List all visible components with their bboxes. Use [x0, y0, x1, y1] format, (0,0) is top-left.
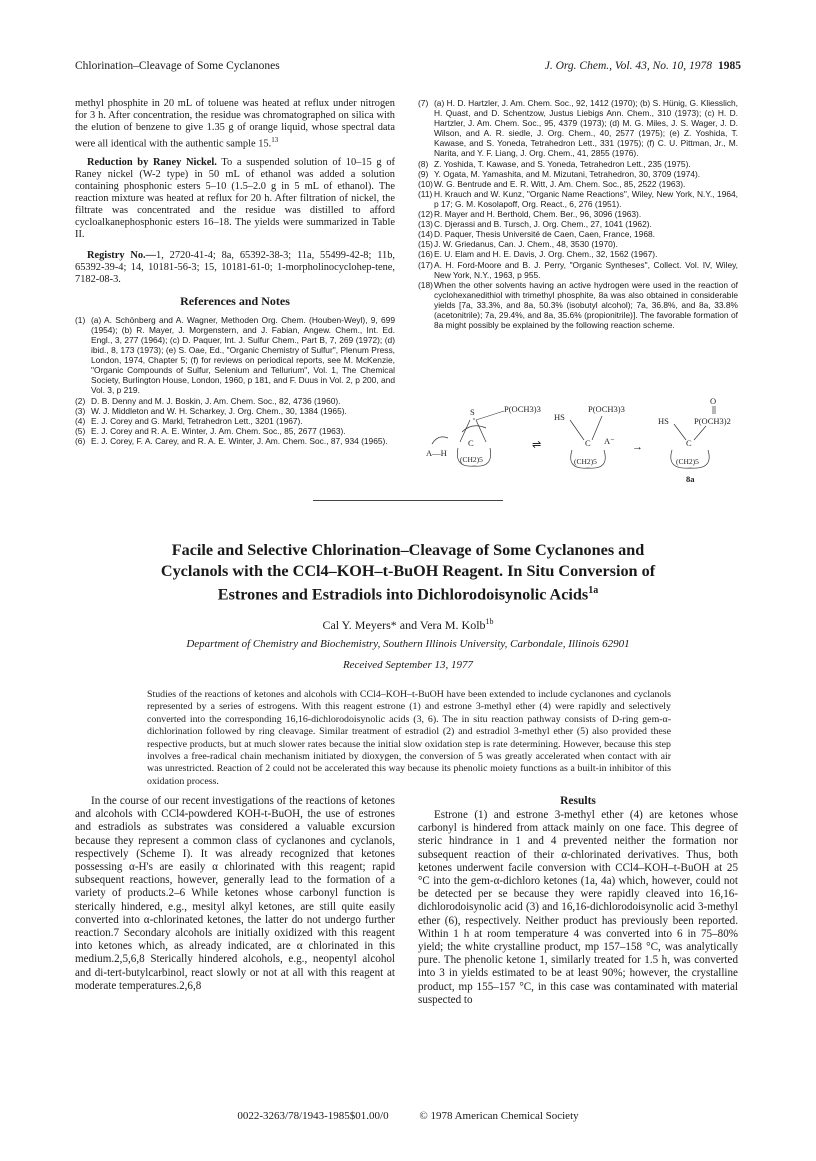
reference-text: J. W. Griedanus, Can. J. Chem., 48, 3530 (1970). — [434, 239, 618, 250]
scheme-arrow-2: → — [632, 441, 643, 453]
article-separator-rule — [313, 500, 503, 501]
reference-number: (11) — [418, 188, 433, 199]
raney-heading: Reduction by Raney Nickel. — [87, 156, 217, 168]
reference-number: (17) — [418, 259, 433, 270]
page-footer — [75, 1110, 741, 1122]
results-paragraph: Estrone (1) and estrone 3-methyl ether (4) are ketones whose carbonyl is hindered from attack mainly on one face. This degree of steric hindrance in 1 and 4 prevented neither the formation nor subsequent reaction of their α-chlorinated derivatives. Thus, both ketones underwent facile conversion with CCl4–KOH–t-BuOH at 25 °C into the gem-α-dichloro ketones (1a, 4a) which, however, could not be detected per se because they were rapidly cleaved into 16,16-dichlorodoisynolic acid (3) and 16,16-dichlorodoisynolic acid 3-methyl ether (6), respectively. Neither product has previously been reported. Within 1 h at room temperature 4 was converted into 6 in 75–80% yield; the white crystalline product, mp 157–158 °C, was analytically pure. The phenolic ketone 1, similarly treated for 1.5 h, was converted into 3 in yields estimated to be at least 90%; however, the crystalline product, mp 155–157 °C, in this case was contaminated with material suspected to — [418, 809, 738, 1006]
scheme-p-och3-plus: P(OCH3)3 — [588, 404, 625, 414]
footer-copyright: © 1978 American Chemical Society — [419, 1110, 579, 1122]
left-column — [75, 98, 395, 446]
reference-text: R. Mayer and H. Berthold, Chem. Ber., 96, 3096 (1963). — [434, 209, 642, 220]
svg-text:C: C — [468, 438, 474, 448]
reference-text: (a) H. D. Hartzler, J. Am. Chem. Soc., 92, 1412 (1970); (b) S. Hünig, G. Kliesslich, H. Quast, and D. Schentzow, Justus Liebigs Ann. Chem., 310 (1973); (c) H. D. Hartzler, J. Am. Chem. Soc., 95, 4379 (1973); (d) M. G. Miles, J. S. Wager, J. D. Wilson, and A. R. siedle, J. Org. Chem., 40, 2577 (1975); (e) Z. Yoshida, T. Kawase, and S. Yoneda, Tetrahedron Lett., 331 (1975); (f) C. U. Pittman, Jr., M. Narita, and Y. F. Liang, J. Org. Chem., 41, 2855 (1976). — [434, 98, 738, 159]
reference-item — [418, 260, 738, 280]
page-number: 1985 — [718, 60, 741, 72]
scheme-structure-1 — [426, 404, 541, 466]
reference-text: W. J. Middleton and W. H. Scharkey, J. Org. Chem., 30, 1384 (1965). — [91, 405, 347, 416]
scheme-a-h: A—H — [426, 448, 447, 458]
reference-item — [75, 315, 395, 396]
reference-number: (5) — [75, 425, 86, 436]
svg-text:C: C — [686, 438, 692, 448]
registry-heading: Registry No.— — [87, 249, 157, 261]
experimental-paragraph: methyl phosphite in 20 mL of toluene was heated at reflux under nitrogen for 3 h. After concentration, the residue was chromatographed on silica with the elution of benzene to give 1.35 g of orange liquid, whose spectral data were all identical with the authentic sample 15.13 — [75, 98, 395, 150]
introduction-column — [75, 795, 395, 993]
reaction-scheme — [424, 398, 742, 488]
scheme-label-8a: 8a — [686, 474, 695, 484]
scheme-structure-3 — [658, 398, 731, 484]
scheme-p-och3-2: P(OCH3)2 — [694, 416, 731, 426]
reference-item — [418, 179, 738, 189]
reference-text: E. J. Corey and G. Markl, Tetrahedron Lett., 3201 (1967). — [91, 415, 303, 426]
abstract: Studies of the reactions of ketones and alcohols with CCl4–KOH–t-BuOH have been extended to include cyclanones and cyclanols represented by a series of estrogens. With this reagent estrone (1) and estrone 3-methyl ether (4) were rapidly and selectively converted into the corresponding 16,16-dichlorodoisynolic acids (3, 6). The in situ reaction pathway consists of D-ring gem-α-dichlorination followed by ring cleavage. Similar treatment of estradiol (2) and estradiol 3-methyl ether (5) also provided these respective products, but at much slower rates because the initial slow oxidation step is rate determining. However, because this step involves a free-radical chain mechanism initiated by dioxygen, the conversion of 5 was greatly accelerated when contact with air was unrestricted. Reaction of 2 could not be accelerated this way because its phenolic moiety functions as a built-in inhibitor of this oxidation process. — [147, 689, 671, 787]
reference-list-left — [75, 315, 395, 446]
reference-text: E. U. Elam and H. E. Davis, J. Org. Chem., 32, 1562 (1967). — [434, 249, 658, 260]
reference-item — [75, 416, 395, 426]
scheme-a-minus: A⁻ — [604, 436, 615, 446]
header-right — [545, 60, 741, 76]
reference-list-right — [418, 98, 738, 330]
svg-text:C: C — [585, 438, 591, 448]
reference-text: (a) A. Schönberg and A. Wagner, Methoden Org. Chem. (Houben-Weyl), 9, 699 (1954); (b) R. Mayer, J. Morgenstern, and J. Fabian, Angew. Chem., Int. Ed. Engl., 3, 277 (1964); (c) D. Paquer, Int. J. Sulfur Chem., Part B, 7, 269 (1972); (d) ibid., 8, 173 (1973); (e) S. Oae, Ed., "Organic Chemistry of Sulfur", Plenum Press, London, 1974, Chapter 5; (f) for reviews on periodical reports, see M. McKenzie, "Organic Compounds of Sulfur, Selenium and Tellurium", Vol. 1, The Chemical Society, Burlington House, London, 1960, p 181, and F. Duus in Vol. 2, p 200, and Vol. 3, p 219. — [91, 314, 395, 396]
received-date: Received September 13, 1977 — [342, 659, 474, 671]
reference-item — [418, 219, 738, 229]
article-title: Facile and Selective Chlorination–Cleavage of Some Cyclanones and Cyclanols with the CCl4–KOH–t-BuOH Reagent. In Situ Conversion of Estrones and Estradiols into Dichlorodoisynolic Acids$^{1a}$ — [160, 541, 656, 604]
reference-item — [75, 396, 395, 406]
reference-number: (1) — [75, 314, 86, 325]
references-heading: References and Notes — [180, 293, 290, 308]
results-heading: Results — [560, 795, 596, 807]
reference-number: (18) — [418, 279, 433, 290]
reference-number: (6) — [75, 435, 86, 446]
reference-item — [418, 229, 738, 239]
reference-number: (7) — [418, 98, 429, 108]
reference-number: (12) — [418, 209, 433, 220]
scheme-s: S — [470, 407, 475, 417]
reference-number: (4) — [75, 415, 86, 426]
reference-item — [418, 239, 738, 249]
scheme-hs-1: HS — [554, 412, 565, 422]
reference-item — [75, 426, 395, 436]
reference-number: (14) — [418, 229, 433, 240]
reference-number: (16) — [418, 249, 433, 260]
scheme-equilibrium-arrow-1: ⇌ — [532, 439, 542, 451]
reference-item — [418, 169, 738, 179]
reference-text: When the other solvents having an active hydrogen were used in the reaction of cyclohexanedithiol with trimethyl phosphite, 8a was also obtained in considerable yields [7a, 33.3%, and 8a, 50.3% (isobutyl alcohol); 7a, 36.8%, and 8a, 33.8% (acetonitrile); 7a, 29.4%, and 8a, 35.6% (propionitrile)]. The favorable formation of 8a might possibly be explained by the following reaction scheme. — [434, 279, 738, 331]
reference-item — [418, 159, 738, 169]
reference-item — [418, 189, 738, 209]
reference-number: (15) — [418, 239, 433, 250]
article-authors: Cal Y. Meyers* and Vera M. Kolb$^{1b}$ — [322, 617, 494, 632]
reference-number: (9) — [418, 168, 429, 179]
article-affiliation: Department of Chemistry and Biochemistry, Southern Illinois University, Carbondale, Illinois 62901 — [186, 638, 630, 650]
reference-text: W. G. Bentrude and E. R. Witt, J. Am. Chem. Soc., 85, 2522 (1963). — [434, 178, 686, 189]
reference-number: (2) — [75, 395, 86, 406]
svg-text:(CH2)5: (CH2)5 — [676, 457, 699, 466]
reference-number: (13) — [418, 219, 433, 230]
running-header — [75, 60, 741, 76]
reference-number: (3) — [75, 405, 86, 416]
scheme-structure-2 — [554, 404, 625, 468]
reference-text: A. H. Ford-Moore and B. J. Perry, "Organic Syntheses", Collect. Vol. IV, Wiley, New York, N.Y., 1963, p 955. — [434, 259, 738, 280]
header-left-title: Chlorination–Cleavage of Some Cyclanones — [75, 60, 280, 72]
reference-text: D. Paquer, Thesis Université de Caen, Caen, France, 1968. — [434, 229, 655, 240]
raney-paragraph: Reduction by Raney Nickel. To a suspended solution of 10–15 g of Raney nickel (W-2 type) in 50 mL of ethanol was added a solution containing phosphonic esters 5–10 (1.5–2.0 g in 5 mL of ethanol). The reaction mixture was heated at reflux for 20 h. After filtration of nickel, the filtrate was concentrated and the residue was distilled to afford cycloalkanephosphonic esters 16–18. The yields were summarized in Table II. — [75, 156, 395, 241]
reference-text: E. J. Corey, F. A. Carey, and R. A. E. Winter, J. Am. Chem. Soc., 87, 934 (1965). — [91, 435, 388, 446]
reference-text: C. Djerassi and B. Tursch, J. Org. Chem., 27, 1041 (1962). — [434, 219, 652, 230]
reference-number: (8) — [418, 158, 429, 169]
reference-text: Z. Yoshida, T. Kawase, and S. Yoneda, Tetrahedron Lett., 235 (1975). — [434, 158, 691, 169]
reference-text: Y. Ogata, M. Yamashita, and M. Mizutani, Tetrahedron, 30, 3709 (1974). — [434, 168, 701, 179]
reference-item — [418, 280, 738, 330]
reference-item — [75, 406, 395, 416]
reference-number: (10) — [418, 178, 433, 189]
reference-text: E. J. Corey and R. A. E. Winter, J. Am. Chem. Soc., 85, 2677 (1963). — [91, 425, 346, 436]
introduction-paragraph: In the course of our recent investigations of the reactions of ketones and alcohols with CCl4-powdered KOH-t-BuOH, the use of estrones and estradiols as substrates was considered a valuable excursion because they represent a common class of cyclanones and cyclanols, respectively (Scheme I). It was already recognized that ketones possessing α-H's are easily α chlorinated with this reagent; rapid subsequent reactions, however, generally lead to the formation of a variety of products.2–6 While ketones whose carbonyl function is sterically hindered, e.g., mesityl alkyl ketones, are still quite easily converted into α-chlorinated ketones, the latter do not undergo further reaction.7 Secondary alcohols are initially oxidized with this reagent into ketones which, as already indicated, are α chlorinated in this medium.2,5,6,8 Sterically hindered alcohols, e.g., neopentyl alcohol and di-tert-butylcarbinol, react slowly or not at all with this reagent at moderate temperatures.2,6,8 — [75, 795, 395, 992]
results-column — [418, 795, 738, 1007]
right-column — [418, 98, 738, 330]
reference-item — [418, 98, 738, 159]
reference-item — [418, 209, 738, 219]
scheme-o: O — [710, 398, 717, 406]
footer-code: 0022-3263/78/1943-1985$01.00/0 — [237, 1110, 389, 1122]
registry-paragraph: Registry No.—1, 2720-41-4; 8a, 65392-38-3; 11a, 55499-42-8; 11b, 65392-39-4; 14, 10181-56-3; 15, 10181-61-0; 1-morpholinocyclohep-tene, 7182-08-3. — [75, 249, 395, 285]
reference-item — [418, 249, 738, 259]
scheme-p-och3: P(OCH3)3 — [504, 404, 541, 414]
svg-text:(CH2)5: (CH2)5 — [460, 455, 483, 464]
svg-text:(CH2)5: (CH2)5 — [574, 457, 597, 466]
reference-item — [75, 436, 395, 446]
reference-text: H. Krauch and W. Kunz, "Organic Name Reactions", Wiley, New York, N.Y., 1964, p 17; G. M. Kosolapoff, Org. React., 6, 276 (1951). — [434, 188, 738, 209]
scheme-hs-2: HS — [658, 416, 669, 426]
header-journal: J. Org. Chem., Vol. 43, No. 10, 1978 — [544, 60, 712, 72]
reference-text: D. B. Denny and M. J. Boskin, J. Am. Chem. Soc., 82, 4736 (1960). — [91, 395, 341, 406]
